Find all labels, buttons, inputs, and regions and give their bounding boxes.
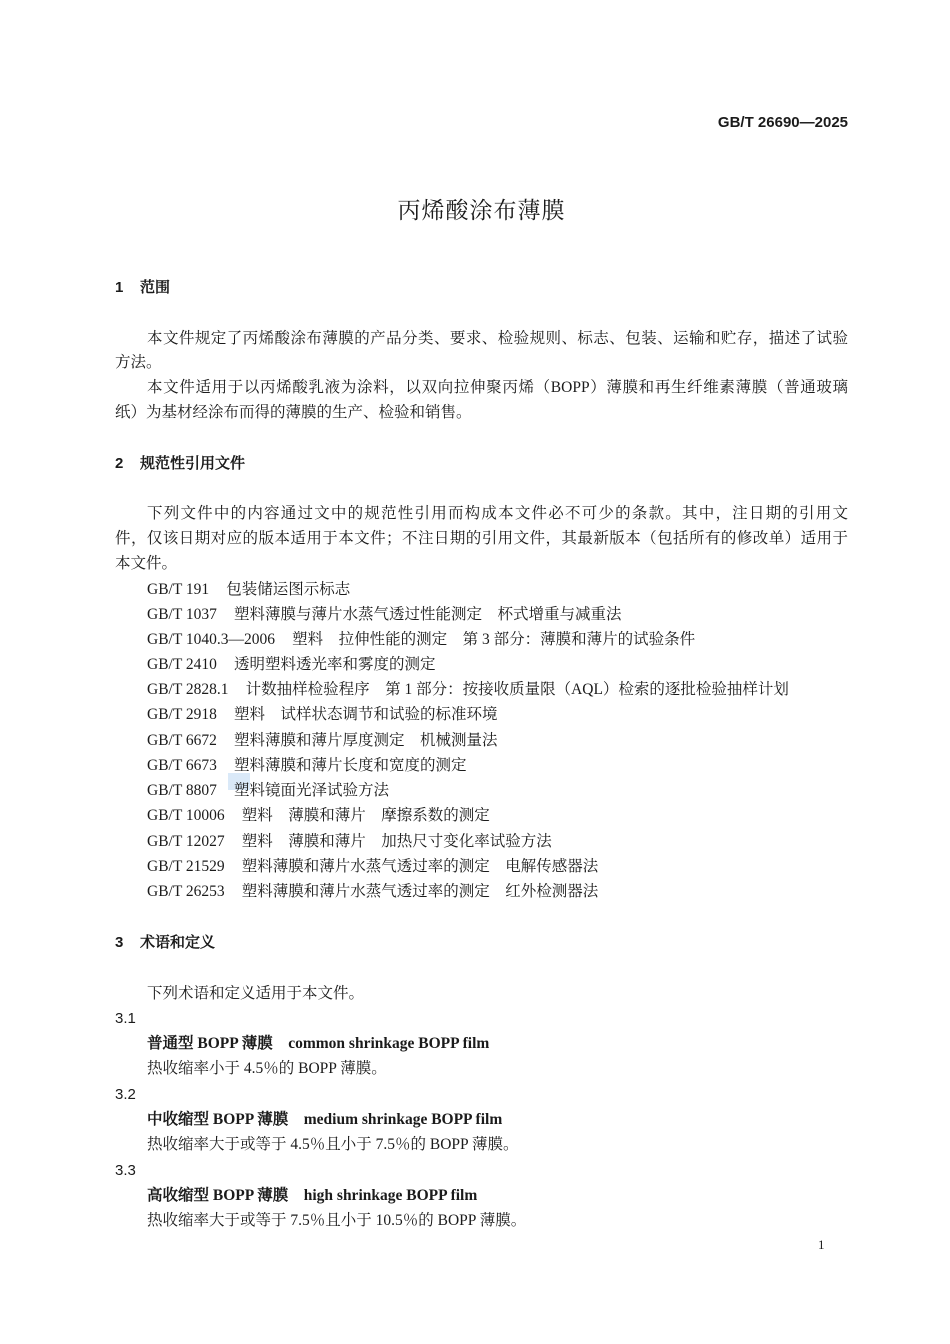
reference-code: GB/T 1037 [147, 605, 217, 623]
reference-title: 塑料薄膜与薄片水蒸气透过性能测定 杯式增重与减重法 [233, 605, 622, 623]
reference-title: 塑料薄膜和薄片厚度测定 机械测量法 [233, 731, 498, 749]
reference-title: 塑料薄膜和薄片长度和宽度的测定 [233, 756, 467, 774]
paragraph-line: 下列文件中的内容通过文中的规范性引用而构成本文件必不可少的条款。其中，注日期的引用文 [147, 504, 848, 522]
reference-code: GB/T 12027 [147, 832, 225, 850]
paragraph-line: 本文件。 [115, 554, 178, 572]
term-chinese: 普通型 BOPP 薄膜 [147, 1034, 273, 1052]
reference-item [147, 602, 621, 627]
reference-title: 塑料 拉伸性能的测定 第 3 部分：薄膜和薄片的试验条件 [292, 630, 696, 648]
term-definition: 热收缩率大于或等于 7.5％且小于 10.5％的 BOPP 薄膜。 [147, 1211, 527, 1229]
reference-item [147, 677, 789, 702]
term-chinese: 高收缩型 BOPP 薄膜 [147, 1186, 289, 1204]
term-english: high shrinkage BOPP film [303, 1186, 478, 1204]
reference-item [147, 753, 466, 778]
reference-code: GB/T 2410 [147, 655, 217, 673]
term-definition: 热收缩率大于或等于 4.5％且小于 7.5％的 BOPP 薄膜。 [147, 1135, 519, 1153]
reference-item [147, 829, 552, 854]
term-chinese: 中收缩型 BOPP 薄膜 [147, 1110, 289, 1128]
term-entry [147, 1031, 489, 1056]
section-heading-terms-and-definitions [115, 930, 215, 955]
reference-code: GB/T 10006 [147, 806, 225, 824]
term-number: 3.1 [115, 1009, 136, 1027]
reference-item [147, 702, 497, 727]
reference-item [147, 627, 695, 652]
reference-title: 塑料薄膜和薄片水蒸气透过率的测定 红外检测器法 [241, 882, 599, 900]
paragraph-line: 件，仅该日期对应的版本适用于本文件；不注日期的引用文件，其最新版本（包括所有的修改单）适用于 [115, 529, 848, 547]
reference-title: 塑料薄膜和薄片水蒸气透过率的测定 电解传感器法 [241, 857, 599, 875]
term-entry [147, 1183, 477, 1208]
section-number: 2 [115, 454, 124, 472]
reference-code: GB/T 8807 [147, 781, 217, 799]
reference-item [147, 879, 598, 904]
reference-item [147, 778, 389, 803]
reference-title: 塑料 薄膜和薄片 摩擦系数的测定 [241, 806, 490, 824]
paragraph-line: 本文件规定了丙烯酸涂布薄膜的产品分类、要求、检验规则、标志、包装、运输和贮存，描述了试验 [147, 329, 848, 347]
reference-code: GB/T 21529 [147, 857, 225, 875]
reference-title: 塑料镜面光泽试验方法 [233, 781, 389, 799]
paragraph-line: 纸）为基材经涂布而得的薄膜的生产、检验和销售。 [115, 403, 472, 421]
term-english: common shrinkage BOPP film [288, 1034, 490, 1052]
reference-item [147, 854, 598, 879]
reference-code: GB/T 191 [147, 580, 210, 598]
reference-item [147, 728, 497, 753]
reference-code: GB/T 6672 [147, 731, 217, 749]
document-title: 丙烯酸涂布薄膜 [397, 197, 566, 223]
paragraph-line: 本文件适用于以丙烯酸乳液为涂料，以双向拉伸聚丙烯（BOPP）薄膜和再生纤维素薄膜（普通玻璃 [147, 378, 848, 396]
term-number: 3.2 [115, 1085, 136, 1103]
term-number: 3.3 [115, 1161, 136, 1179]
reference-code: GB/T 6673 [147, 756, 217, 774]
section-heading-scope [115, 275, 170, 300]
reference-title: 塑料 试样状态调节和试验的标准环境 [233, 705, 498, 723]
reference-item [147, 577, 350, 602]
section-number: 3 [115, 933, 124, 951]
term-definition: 热收缩率小于 4.5％的 BOPP 薄膜。 [147, 1059, 387, 1077]
term-entry [147, 1107, 502, 1132]
page-number: 1 [818, 1237, 825, 1252]
reference-title: 透明塑料透光率和雾度的测定 [233, 655, 436, 673]
terms-intro: 下列术语和定义适用于本文件。 [147, 984, 365, 1002]
section-title: 术语和定义 [140, 933, 216, 951]
reference-item [147, 652, 435, 677]
standard-number: GB/T 26690—2025 [717, 114, 848, 131]
reference-code: GB/T 2918 [147, 705, 217, 723]
section-heading-normative-references [115, 451, 245, 476]
reference-code: GB/T 2828.1 [147, 680, 229, 698]
reference-code: GB/T 1040.3—2006 [147, 630, 276, 648]
reference-title: 计数抽样检验程序 第 1 部分：按接收质量限（AQL）检索的逐批检验抽样计划 [245, 680, 789, 698]
section-title: 范围 [140, 278, 171, 296]
reference-code: GB/T 26253 [147, 882, 225, 900]
reference-title: 塑料 薄膜和薄片 加热尺寸变化率试验方法 [241, 832, 552, 850]
paragraph-line: 方法。 [115, 353, 162, 371]
reference-item [147, 803, 490, 828]
reference-title: 包装储运图示标志 [226, 580, 351, 598]
term-english: medium shrinkage BOPP film [303, 1110, 503, 1128]
section-title: 规范性引用文件 [140, 454, 246, 472]
section-number: 1 [115, 278, 124, 296]
